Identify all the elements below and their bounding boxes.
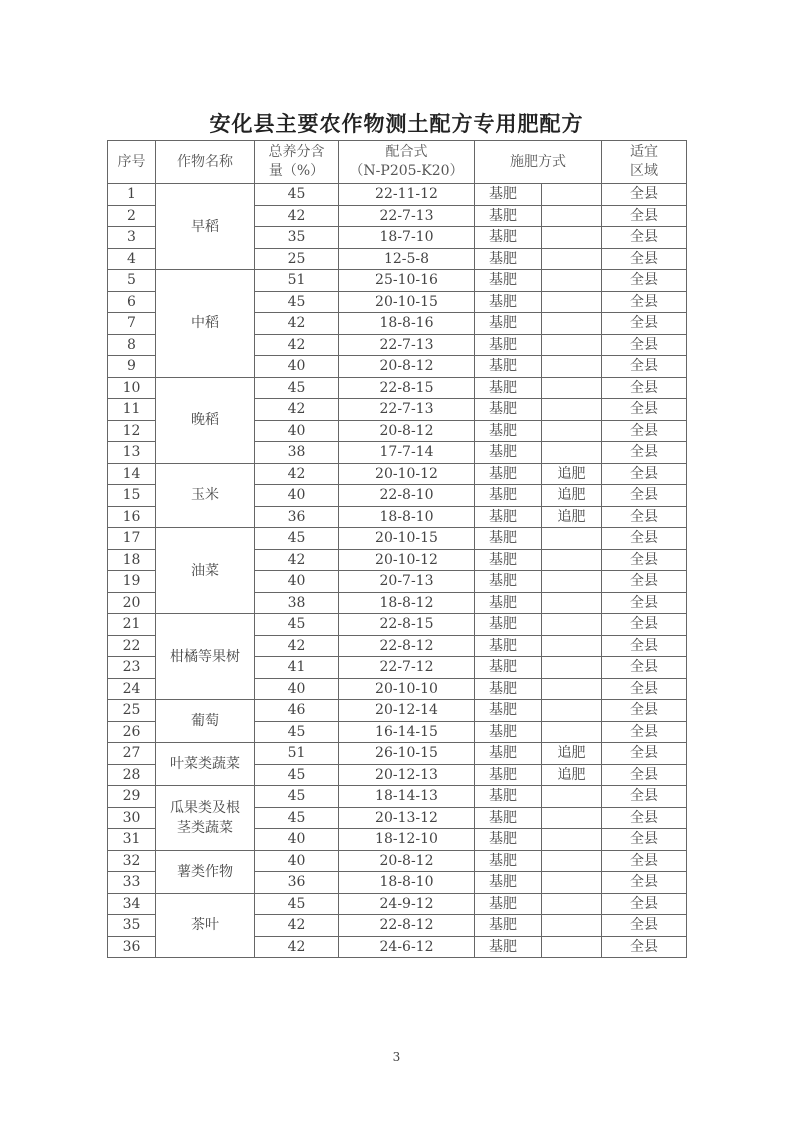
cell-region: 全县	[602, 678, 687, 700]
cell-formula: 12-5-8	[339, 248, 475, 270]
cell-no: 30	[108, 807, 156, 829]
cell-method-base: 基肥	[475, 743, 542, 765]
cell-nutrient: 45	[255, 786, 339, 808]
cell-region: 全县	[602, 377, 687, 399]
cell-region: 全县	[602, 743, 687, 765]
cell-no: 28	[108, 764, 156, 786]
cell-region: 全县	[602, 334, 687, 356]
cell-nutrient: 41	[255, 657, 339, 679]
cell-nutrient: 42	[255, 549, 339, 571]
cell-no: 13	[108, 442, 156, 464]
cell-formula: 18-7-10	[339, 227, 475, 249]
cell-method-base: 基肥	[475, 893, 542, 915]
cell-nutrient: 45	[255, 184, 339, 206]
header-formula-line1: 配合式	[385, 144, 428, 160]
document-title: 安化县主要农作物测土配方专用肥配方	[209, 111, 584, 136]
cell-region: 全县	[602, 764, 687, 786]
cell-formula: 22-7-13	[339, 205, 475, 227]
cell-method-top	[542, 850, 602, 872]
cell-method-top: 追肥	[542, 506, 602, 528]
cell-region: 全县	[602, 485, 687, 507]
cell-region: 全县	[602, 635, 687, 657]
cell-region: 全县	[602, 657, 687, 679]
cell-method-top	[542, 528, 602, 550]
cell-region: 全县	[602, 399, 687, 421]
cell-nutrient: 36	[255, 506, 339, 528]
page-number: 3	[392, 1050, 401, 1064]
cell-nutrient: 42	[255, 635, 339, 657]
cell-method-base: 基肥	[475, 356, 542, 378]
cell-method-top	[542, 571, 602, 593]
table-body	[108, 184, 687, 958]
cell-crop: 早稻	[156, 184, 255, 270]
cell-region: 全县	[602, 205, 687, 227]
cell-no: 23	[108, 657, 156, 679]
cell-no: 14	[108, 463, 156, 485]
cell-method-base: 基肥	[475, 313, 542, 335]
header-nutrient-line2: 量（%）	[268, 163, 325, 179]
cell-no: 11	[108, 399, 156, 421]
cell-crop: 晚稻	[156, 377, 255, 463]
cell-region: 全县	[602, 721, 687, 743]
cell-method-top	[542, 399, 602, 421]
cell-formula: 20-10-12	[339, 463, 475, 485]
cell-formula: 20-12-13	[339, 764, 475, 786]
cell-method-top	[542, 872, 602, 894]
table-row	[108, 528, 687, 550]
table-row	[108, 463, 687, 485]
cell-method-base: 基肥	[475, 764, 542, 786]
table-row	[108, 700, 687, 722]
cell-formula: 20-10-15	[339, 291, 475, 313]
cell-no: 29	[108, 786, 156, 808]
cell-method-top	[542, 184, 602, 206]
cell-method-top	[542, 442, 602, 464]
header-row	[108, 141, 687, 184]
cell-formula: 20-8-12	[339, 420, 475, 442]
cell-nutrient: 40	[255, 829, 339, 851]
cell-method-base: 基肥	[475, 442, 542, 464]
cell-nutrient: 40	[255, 485, 339, 507]
cell-method-base: 基肥	[475, 592, 542, 614]
cell-crop: 瓜果类及根茎类蔬菜	[156, 786, 255, 851]
cell-region: 全县	[602, 786, 687, 808]
cell-nutrient: 42	[255, 936, 339, 958]
cell-formula: 22-8-15	[339, 377, 475, 399]
cell-method-base: 基肥	[475, 184, 542, 206]
cell-region: 全县	[602, 807, 687, 829]
cell-formula: 18-14-13	[339, 786, 475, 808]
cell-region: 全县	[602, 270, 687, 292]
cell-formula: 18-12-10	[339, 829, 475, 851]
cell-method-base: 基肥	[475, 399, 542, 421]
cell-no: 4	[108, 248, 156, 270]
cell-crop: 玉米	[156, 463, 255, 528]
cell-nutrient: 42	[255, 313, 339, 335]
cell-nutrient: 36	[255, 872, 339, 894]
cell-method-base: 基肥	[475, 227, 542, 249]
cell-region: 全县	[602, 442, 687, 464]
cell-region: 全县	[602, 506, 687, 528]
cell-region: 全县	[602, 850, 687, 872]
cell-no: 25	[108, 700, 156, 722]
cell-method-base: 基肥	[475, 700, 542, 722]
cell-method-base: 基肥	[475, 485, 542, 507]
cell-formula: 22-7-12	[339, 657, 475, 679]
cell-no: 1	[108, 184, 156, 206]
cell-method-top	[542, 205, 602, 227]
header-method: 施肥方式	[475, 141, 602, 184]
cell-no: 15	[108, 485, 156, 507]
table-row	[108, 850, 687, 872]
cell-method-base: 基肥	[475, 549, 542, 571]
cell-formula: 22-7-13	[339, 334, 475, 356]
cell-method-top	[542, 356, 602, 378]
cell-method-base: 基肥	[475, 721, 542, 743]
cell-method-base: 基肥	[475, 270, 542, 292]
cell-method-base: 基肥	[475, 915, 542, 937]
cell-nutrient: 45	[255, 893, 339, 915]
cell-region: 全县	[602, 313, 687, 335]
cell-method-base: 基肥	[475, 248, 542, 270]
cell-nutrient: 25	[255, 248, 339, 270]
cell-no: 32	[108, 850, 156, 872]
cell-crop: 叶菜类蔬菜	[156, 743, 255, 786]
cell-method-top	[542, 635, 602, 657]
cell-no: 18	[108, 549, 156, 571]
cell-no: 12	[108, 420, 156, 442]
cell-method-top	[542, 270, 602, 292]
cell-no: 27	[108, 743, 156, 765]
table-row	[108, 184, 687, 206]
cell-method-base: 基肥	[475, 807, 542, 829]
cell-region: 全县	[602, 356, 687, 378]
header-region-line1: 适宜	[630, 144, 658, 160]
cell-no: 36	[108, 936, 156, 958]
fertilizer-formula-table	[107, 140, 687, 958]
cell-nutrient: 42	[255, 399, 339, 421]
cell-region: 全县	[602, 571, 687, 593]
header-crop: 作物名称	[156, 141, 255, 184]
cell-formula: 24-6-12	[339, 936, 475, 958]
cell-method-base: 基肥	[475, 872, 542, 894]
cell-region: 全县	[602, 936, 687, 958]
cell-method-top	[542, 227, 602, 249]
cell-region: 全县	[602, 227, 687, 249]
cell-nutrient: 45	[255, 807, 339, 829]
cell-formula: 20-12-14	[339, 700, 475, 722]
cell-method-top: 追肥	[542, 463, 602, 485]
cell-method-base: 基肥	[475, 528, 542, 550]
cell-region: 全县	[602, 614, 687, 636]
cell-method-top	[542, 893, 602, 915]
cell-method-top: 追肥	[542, 485, 602, 507]
table-row	[108, 743, 687, 765]
cell-region: 全县	[602, 184, 687, 206]
header-region-line2: 区域	[630, 163, 658, 179]
cell-nutrient: 45	[255, 614, 339, 636]
cell-crop: 油菜	[156, 528, 255, 614]
cell-no: 33	[108, 872, 156, 894]
cell-method-top	[542, 248, 602, 270]
cell-no: 16	[108, 506, 156, 528]
cell-no: 19	[108, 571, 156, 593]
cell-method-base: 基肥	[475, 506, 542, 528]
cell-region: 全县	[602, 248, 687, 270]
cell-method-base: 基肥	[475, 614, 542, 636]
cell-formula: 22-7-13	[339, 399, 475, 421]
cell-region: 全县	[602, 893, 687, 915]
cell-no: 8	[108, 334, 156, 356]
cell-region: 全县	[602, 549, 687, 571]
cell-no: 31	[108, 829, 156, 851]
cell-formula: 20-8-12	[339, 850, 475, 872]
cell-crop: 葡萄	[156, 700, 255, 743]
cell-nutrient: 45	[255, 377, 339, 399]
table-row	[108, 893, 687, 915]
cell-method-top	[542, 549, 602, 571]
cell-no: 35	[108, 915, 156, 937]
cell-formula: 25-10-16	[339, 270, 475, 292]
cell-nutrient: 40	[255, 678, 339, 700]
cell-method-base: 基肥	[475, 571, 542, 593]
cell-formula: 17-7-14	[339, 442, 475, 464]
cell-crop: 中稻	[156, 270, 255, 378]
cell-region: 全县	[602, 420, 687, 442]
cell-formula: 26-10-15	[339, 743, 475, 765]
cell-no: 26	[108, 721, 156, 743]
cell-method-base: 基肥	[475, 936, 542, 958]
cell-method-base: 基肥	[475, 377, 542, 399]
header-nutrient-line1: 总养分含	[268, 144, 325, 160]
cell-crop: 薯类作物	[156, 850, 255, 893]
cell-method-top: 追肥	[542, 743, 602, 765]
cell-formula: 22-8-15	[339, 614, 475, 636]
cell-method-base: 基肥	[475, 829, 542, 851]
cell-method-top	[542, 721, 602, 743]
cell-method-base: 基肥	[475, 420, 542, 442]
cell-nutrient: 45	[255, 291, 339, 313]
cell-no: 22	[108, 635, 156, 657]
cell-nutrient: 45	[255, 528, 339, 550]
header-region	[602, 141, 687, 184]
cell-method-top	[542, 678, 602, 700]
cell-method-top	[542, 657, 602, 679]
header-formula-line2: （N-P205-K20）	[349, 163, 464, 179]
cell-no: 7	[108, 313, 156, 335]
cell-method-top	[542, 334, 602, 356]
cell-formula: 24-9-12	[339, 893, 475, 915]
cell-no: 24	[108, 678, 156, 700]
cell-no: 17	[108, 528, 156, 550]
cell-formula: 22-8-12	[339, 915, 475, 937]
cell-formula: 22-8-12	[339, 635, 475, 657]
cell-nutrient: 45	[255, 764, 339, 786]
cell-nutrient: 38	[255, 592, 339, 614]
header-formula	[339, 141, 475, 184]
cell-region: 全县	[602, 700, 687, 722]
cell-region: 全县	[602, 528, 687, 550]
cell-region: 全县	[602, 592, 687, 614]
cell-formula: 18-8-12	[339, 592, 475, 614]
cell-nutrient: 42	[255, 334, 339, 356]
cell-method-base: 基肥	[475, 463, 542, 485]
cell-no: 5	[108, 270, 156, 292]
cell-formula: 20-10-15	[339, 528, 475, 550]
cell-nutrient: 38	[255, 442, 339, 464]
cell-no: 21	[108, 614, 156, 636]
cell-method-top	[542, 313, 602, 335]
cell-no: 9	[108, 356, 156, 378]
cell-nutrient: 35	[255, 227, 339, 249]
cell-method-top	[542, 700, 602, 722]
header-nutrient	[255, 141, 339, 184]
cell-formula: 18-8-10	[339, 506, 475, 528]
cell-nutrient: 40	[255, 356, 339, 378]
cell-region: 全县	[602, 915, 687, 937]
cell-formula: 22-11-12	[339, 184, 475, 206]
cell-method-top	[542, 614, 602, 636]
cell-formula: 20-8-12	[339, 356, 475, 378]
cell-method-top	[542, 915, 602, 937]
cell-formula: 20-10-12	[339, 549, 475, 571]
cell-formula: 18-8-16	[339, 313, 475, 335]
cell-method-base: 基肥	[475, 786, 542, 808]
cell-method-top	[542, 291, 602, 313]
cell-method-top	[542, 786, 602, 808]
cell-formula: 20-10-10	[339, 678, 475, 700]
cell-nutrient: 42	[255, 915, 339, 937]
cell-method-top	[542, 592, 602, 614]
cell-no: 10	[108, 377, 156, 399]
cell-region: 全县	[602, 829, 687, 851]
cell-no: 2	[108, 205, 156, 227]
cell-crop: 茶叶	[156, 893, 255, 958]
cell-method-top	[542, 936, 602, 958]
cell-nutrient: 40	[255, 420, 339, 442]
cell-method-base: 基肥	[475, 635, 542, 657]
cell-method-base: 基肥	[475, 678, 542, 700]
cell-nutrient: 46	[255, 700, 339, 722]
header-no: 序号	[108, 141, 156, 184]
cell-method-top	[542, 377, 602, 399]
cell-nutrient: 42	[255, 463, 339, 485]
cell-method-top	[542, 829, 602, 851]
cell-formula: 20-13-12	[339, 807, 475, 829]
cell-method-base: 基肥	[475, 850, 542, 872]
table-row	[108, 377, 687, 399]
cell-method-base: 基肥	[475, 657, 542, 679]
cell-no: 3	[108, 227, 156, 249]
cell-formula: 16-14-15	[339, 721, 475, 743]
cell-nutrient: 45	[255, 721, 339, 743]
cell-crop: 柑橘等果树	[156, 614, 255, 700]
cell-region: 全县	[602, 872, 687, 894]
cell-no: 20	[108, 592, 156, 614]
cell-method-base: 基肥	[475, 291, 542, 313]
table-row	[108, 270, 687, 292]
cell-formula: 22-8-10	[339, 485, 475, 507]
cell-nutrient: 51	[255, 743, 339, 765]
table-row	[108, 614, 687, 636]
table-row	[108, 786, 687, 808]
cell-method-top	[542, 807, 602, 829]
cell-region: 全县	[602, 463, 687, 485]
cell-method-base: 基肥	[475, 334, 542, 356]
cell-nutrient: 42	[255, 205, 339, 227]
cell-method-top: 追肥	[542, 764, 602, 786]
cell-no: 34	[108, 893, 156, 915]
cell-nutrient: 40	[255, 571, 339, 593]
cell-no: 6	[108, 291, 156, 313]
cell-nutrient: 51	[255, 270, 339, 292]
cell-nutrient: 40	[255, 850, 339, 872]
cell-method-top	[542, 420, 602, 442]
cell-formula: 20-7-13	[339, 571, 475, 593]
cell-formula: 18-8-10	[339, 872, 475, 894]
cell-method-base: 基肥	[475, 205, 542, 227]
cell-region: 全县	[602, 291, 687, 313]
